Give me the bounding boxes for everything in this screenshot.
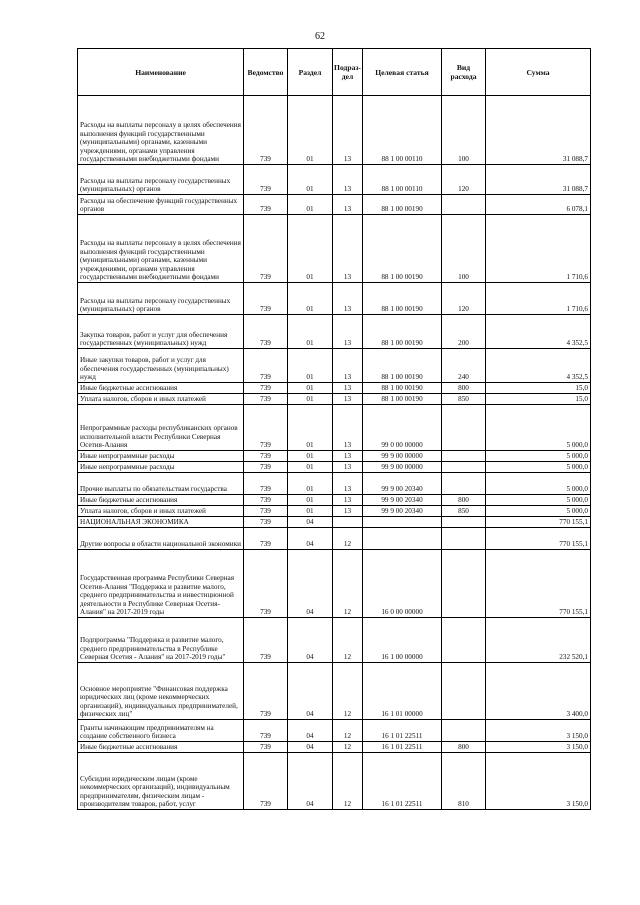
row-subsection: 12 — [333, 618, 363, 663]
row-dept: 739 — [244, 473, 288, 495]
row-section: 01 — [288, 383, 333, 394]
row-target: 88 1 00 00190 — [363, 383, 442, 394]
row-target: 16 1 01 22511 — [363, 753, 442, 810]
table-row — [78, 742, 591, 753]
row-name: Другие вопросы в области национальной экономики — [78, 528, 244, 550]
row-dept: 739 — [244, 753, 288, 810]
row-dept: 739 — [244, 349, 288, 383]
row-amount: 5 000,0 — [486, 495, 591, 506]
row-name: НАЦИОНАЛЬНАЯ ЭКОНОМИКА — [78, 517, 244, 528]
table-row — [78, 405, 591, 451]
col-header-dept: Ведомство — [244, 49, 288, 96]
row-section: 04 — [288, 550, 333, 618]
row-amount: 3 150,0 — [486, 742, 591, 753]
row-subsection: 13 — [333, 394, 363, 405]
row-amount: 232 520,1 — [486, 618, 591, 663]
row-dept: 739 — [244, 618, 288, 663]
table-row — [78, 96, 591, 165]
row-target: 99 9 00 20340 — [363, 473, 442, 495]
row-subsection: 13 — [333, 195, 363, 215]
row-subsection: 13 — [333, 495, 363, 506]
row-name: Уплата налогов, сборов и иных платежей — [78, 394, 244, 405]
row-target: 88 1 00 00190 — [363, 195, 442, 215]
row-type: 810 — [442, 753, 486, 810]
row-subsection: 13 — [333, 315, 363, 349]
row-amount: 31 088,7 — [486, 96, 591, 165]
table-row — [78, 618, 591, 663]
row-subsection: 12 — [333, 663, 363, 720]
row-name: Подпрограмма "Поддержка и развитие малого, среднего предпринимательства в Республике Северная Осетия - Алания" на 2017-2019 годы" — [78, 618, 244, 663]
row-dept: 739 — [244, 283, 288, 315]
row-amount: 6 078,1 — [486, 195, 591, 215]
row-amount: 4 352,5 — [486, 349, 591, 383]
row-name: Субсидии юридическим лицам (кроме некоммерческих организаций), индивидуальным предпринимателям, физическим лицам - производителям товаров, работ, услуг — [78, 753, 244, 810]
row-dept: 739 — [244, 506, 288, 517]
row-subsection: 13 — [333, 506, 363, 517]
row-amount: 5 000,0 — [486, 506, 591, 517]
row-section: 01 — [288, 96, 333, 165]
row-type — [442, 618, 486, 663]
row-dept: 739 — [244, 495, 288, 506]
row-amount: 3 150,0 — [486, 720, 591, 742]
row-amount: 3 150,0 — [486, 753, 591, 810]
row-dept: 739 — [244, 215, 288, 283]
row-type — [442, 720, 486, 742]
row-amount: 5 000,0 — [486, 462, 591, 473]
row-section: 01 — [288, 495, 333, 506]
row-dept: 739 — [244, 720, 288, 742]
row-section: 01 — [288, 195, 333, 215]
row-section: 01 — [288, 215, 333, 283]
row-type: 850 — [442, 506, 486, 517]
row-target: 88 1 00 00110 — [363, 96, 442, 165]
row-amount: 770 155,1 — [486, 550, 591, 618]
row-section: 04 — [288, 720, 333, 742]
row-subsection: 12 — [333, 742, 363, 753]
table-row — [78, 349, 591, 383]
row-name: Расходы на выплаты персоналу в целях обеспечения выполнения функций государственными (муниципальными) органами, казенными учреждениями, органами управления государственными внебюджетными фондами — [78, 96, 244, 165]
row-target: 99 9 00 00000 — [363, 462, 442, 473]
row-amount: 5 000,0 — [486, 473, 591, 495]
row-subsection: 13 — [333, 462, 363, 473]
row-type — [442, 663, 486, 720]
row-target: 99 9 00 20340 — [363, 506, 442, 517]
row-target — [363, 517, 442, 528]
table-row — [78, 462, 591, 473]
row-type: 120 — [442, 283, 486, 315]
row-section: 01 — [288, 394, 333, 405]
table-row — [78, 517, 591, 528]
row-target: 88 1 00 00190 — [363, 315, 442, 349]
row-type: 100 — [442, 215, 486, 283]
budget-table — [77, 48, 591, 810]
row-section: 01 — [288, 283, 333, 315]
row-subsection: 12 — [333, 720, 363, 742]
row-section: 01 — [288, 349, 333, 383]
row-dept: 739 — [244, 663, 288, 720]
row-target — [363, 528, 442, 550]
row-amount: 4 352,5 — [486, 315, 591, 349]
row-target: 99 9 00 20340 — [363, 495, 442, 506]
table-row — [78, 550, 591, 618]
row-dept: 739 — [244, 96, 288, 165]
row-name: Уплата налогов, сборов и иных платежей — [78, 506, 244, 517]
row-amount: 15,0 — [486, 394, 591, 405]
row-subsection: 13 — [333, 451, 363, 462]
table-row — [78, 495, 591, 506]
row-section: 04 — [288, 528, 333, 550]
row-section: 01 — [288, 315, 333, 349]
row-subsection: 13 — [333, 349, 363, 383]
table-row — [78, 663, 591, 720]
row-name: Государственная программа Республики Северная Осетия-Алания "Поддержка и развитие малого, среднего предпринимательства и инвестиционной деятельности в Республике Северная Осетия-Алания" на 2017-2019 годы — [78, 550, 244, 618]
row-target: 16 1 01 00000 — [363, 663, 442, 720]
row-dept: 739 — [244, 528, 288, 550]
col-header-amount: Сумма — [486, 49, 591, 96]
row-amount: 5 000,0 — [486, 405, 591, 451]
row-dept: 739 — [244, 451, 288, 462]
row-type: 800 — [442, 495, 486, 506]
row-amount: 770 155,1 — [486, 517, 591, 528]
row-type: 120 — [442, 165, 486, 195]
row-type — [442, 405, 486, 451]
row-type: 800 — [442, 742, 486, 753]
row-target: 99 9 00 00000 — [363, 451, 442, 462]
row-section: 01 — [288, 462, 333, 473]
row-section: 04 — [288, 517, 333, 528]
row-section: 01 — [288, 405, 333, 451]
col-header-name: Наименование — [78, 49, 244, 96]
row-amount: 3 400,0 — [486, 663, 591, 720]
row-target: 16 1 01 22511 — [363, 742, 442, 753]
row-name: Прочие выплаты по обязательствам государства — [78, 473, 244, 495]
table-row — [78, 315, 591, 349]
table-row — [78, 394, 591, 405]
row-type — [442, 517, 486, 528]
col-header-subsection: Подраз-дел — [333, 49, 363, 96]
row-type — [442, 195, 486, 215]
row-type — [442, 451, 486, 462]
col-header-section: Раздел — [288, 49, 333, 96]
row-name: Иные бюджетные ассигнования — [78, 495, 244, 506]
row-dept: 739 — [244, 405, 288, 451]
table-row — [78, 720, 591, 742]
row-subsection: 13 — [333, 383, 363, 394]
row-dept: 739 — [244, 383, 288, 394]
row-type: 800 — [442, 383, 486, 394]
row-name: Гранты начинающим предпринимателям на создание собственного бизнеса — [78, 720, 244, 742]
row-dept: 739 — [244, 165, 288, 195]
row-name: Иные бюджетные ассигнования — [78, 383, 244, 394]
row-amount: 31 088,7 — [486, 165, 591, 195]
row-dept: 739 — [244, 195, 288, 215]
row-dept: 739 — [244, 742, 288, 753]
row-amount: 1 710,6 — [486, 215, 591, 283]
row-target: 88 1 00 00190 — [363, 215, 442, 283]
row-subsection: 13 — [333, 165, 363, 195]
row-name: Иные бюджетные ассигнования — [78, 742, 244, 753]
row-target: 99 0 00 00000 — [363, 405, 442, 451]
row-type: 850 — [442, 394, 486, 405]
row-target: 16 0 00 00000 — [363, 550, 442, 618]
row-type — [442, 550, 486, 618]
row-target: 88 1 00 00190 — [363, 394, 442, 405]
row-type: 240 — [442, 349, 486, 383]
row-target: 88 1 00 00110 — [363, 165, 442, 195]
row-target: 88 1 00 00190 — [363, 349, 442, 383]
table-row — [78, 753, 591, 810]
row-subsection: 12 — [333, 550, 363, 618]
row-type: 200 — [442, 315, 486, 349]
row-dept: 739 — [244, 315, 288, 349]
row-section: 01 — [288, 473, 333, 495]
row-name: Расходы на выплаты персоналу государственных (муниципальных) органов — [78, 165, 244, 195]
table-row — [78, 165, 591, 195]
row-target: 88 1 00 00190 — [363, 283, 442, 315]
row-amount: 15,0 — [486, 383, 591, 394]
row-name: Иные закупки товаров, работ и услуг для обеспечения государственных (муниципальных) нужд — [78, 349, 244, 383]
row-amount: 770 155,1 — [486, 528, 591, 550]
row-target: 16 1 01 22511 — [363, 720, 442, 742]
row-dept: 739 — [244, 550, 288, 618]
table-header-row — [78, 49, 591, 96]
row-subsection — [333, 517, 363, 528]
table-row — [78, 506, 591, 517]
row-dept: 739 — [244, 394, 288, 405]
row-section: 01 — [288, 165, 333, 195]
row-type — [442, 528, 486, 550]
row-subsection: 12 — [333, 528, 363, 550]
row-section: 01 — [288, 451, 333, 462]
row-section: 04 — [288, 618, 333, 663]
table-row — [78, 195, 591, 215]
table-row — [78, 283, 591, 315]
table-row — [78, 528, 591, 550]
row-subsection: 13 — [333, 96, 363, 165]
row-subsection: 13 — [333, 473, 363, 495]
row-subsection: 13 — [333, 215, 363, 283]
table-row — [78, 215, 591, 283]
row-name: Расходы на выплаты персоналу в целях обеспечения выполнения функций государственными (муниципальными) органами, казенными учреждениями, органами управления государственными внебюджетными фондами — [78, 215, 244, 283]
table-row — [78, 473, 591, 495]
row-subsection: 13 — [333, 283, 363, 315]
page-number: 62 — [315, 31, 325, 42]
row-section: 01 — [288, 506, 333, 517]
row-target: 16 1 00 00000 — [363, 618, 442, 663]
col-header-target: Целевая статья — [363, 49, 442, 96]
row-amount: 1 710,6 — [486, 283, 591, 315]
row-subsection: 13 — [333, 405, 363, 451]
row-name: Иные непрограммные расходы — [78, 462, 244, 473]
row-name: Непрограммные расходы республиканских органов исполнительной власти Республики Северная Осетия-Алания — [78, 405, 244, 451]
row-dept: 739 — [244, 462, 288, 473]
row-section: 04 — [288, 742, 333, 753]
row-section: 04 — [288, 753, 333, 810]
row-name: Расходы на обеспечение функций государственных органов — [78, 195, 244, 215]
row-subsection: 12 — [333, 753, 363, 810]
row-name: Иные непрограммные расходы — [78, 451, 244, 462]
row-type: 100 — [442, 96, 486, 165]
row-type — [442, 462, 486, 473]
row-section: 04 — [288, 663, 333, 720]
row-dept: 739 — [244, 517, 288, 528]
row-amount: 5 000,0 — [486, 451, 591, 462]
table-row — [78, 451, 591, 462]
table-row — [78, 383, 591, 394]
row-name: Закупка товаров, работ и услуг для обеспечения государственных (муниципальных) нужд — [78, 315, 244, 349]
row-name: Основное мероприятие "Финансовая поддержка юридических лиц (кроме некоммерческих организаций), индивидуальных предпринимателей, физических лиц" — [78, 663, 244, 720]
row-type — [442, 473, 486, 495]
row-name: Расходы на выплаты персоналу государственных (муниципальных) органов — [78, 283, 244, 315]
col-header-expense-type: Вид расхода — [442, 49, 486, 96]
